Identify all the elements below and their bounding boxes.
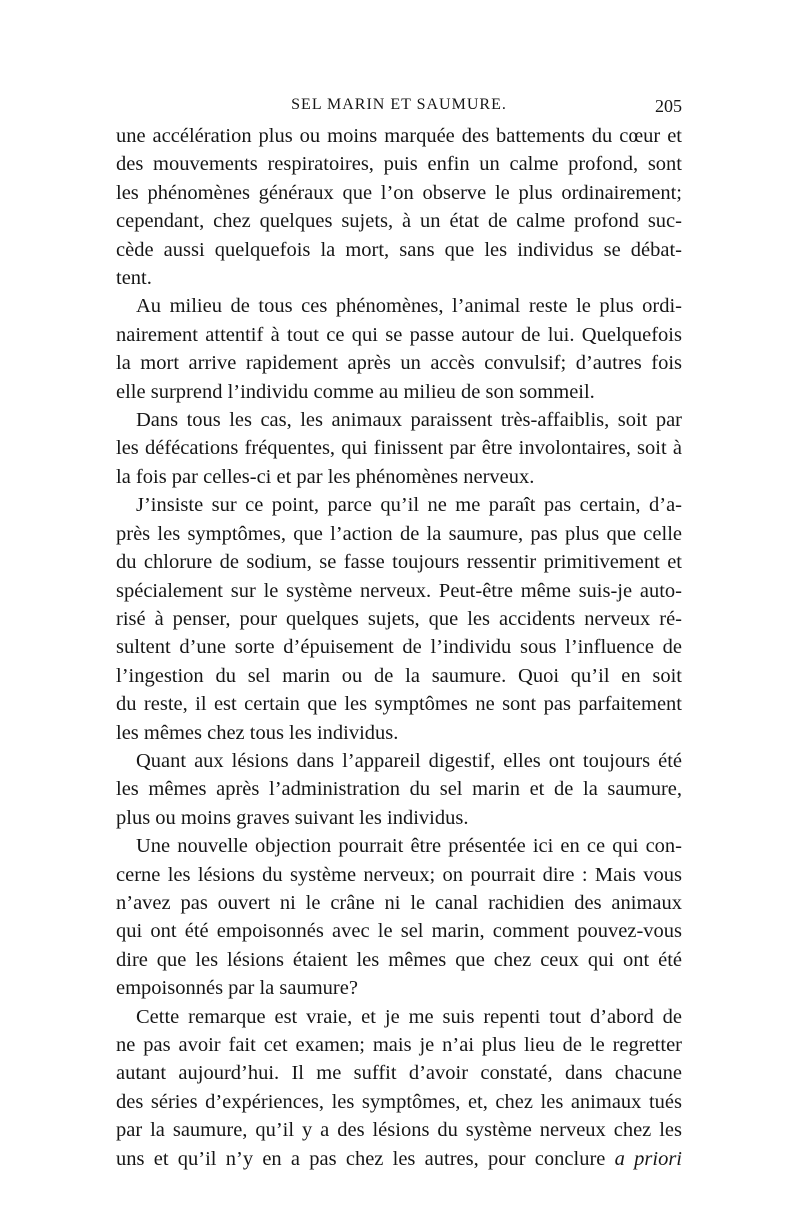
text-line: la fois par celles-ci et par les phénomènes nerveux. [116, 465, 535, 488]
text-line: dire que les lésions étaient les mêmes que chez ceux qui ont été [116, 948, 682, 971]
paragraph [116, 747, 682, 832]
text-line: Cette remarque est vraie, et je me suis repenti tout d’abord de [136, 1005, 682, 1028]
text-line: empoisonnés par la saumure? [116, 977, 358, 1000]
paragraph [116, 832, 682, 1002]
text-line: cerne les lésions du système nerveux; on pourrait dire : Mais vous [116, 863, 682, 886]
text-line: les phénomènes généraux que l’on observe le plus ordinairement; [116, 181, 682, 204]
text-line: plus ou moins graves suivant les individus. [116, 806, 469, 829]
text-line: uns et qu’il n’y en a pas chez les autres, pour conclure a priori [116, 1147, 682, 1170]
italic-phrase: a priori [614, 1147, 682, 1170]
text-line: Dans tous les cas, les animaux paraissent très-affaiblis, soit par [136, 409, 682, 432]
text-line: près les symptômes, que l’action de la saumure, pas plus que celle [116, 522, 682, 545]
text-line: ne pas avoir fait cet examen; mais je n’ai plus lieu de le regretter [116, 1034, 682, 1056]
text-line: l’ingestion du sel marin ou de la saumure. Quoi qu’il en soit [116, 664, 682, 687]
text-line: spécialement sur le système nerveux. Peut-être même suis-je auto- [116, 579, 682, 602]
page-number: 205 [655, 96, 682, 116]
text-line: Au milieu de tous ces phénomènes, l’animal reste le plus ordi- [136, 295, 682, 318]
running-head [116, 96, 682, 122]
text-line: n’avez pas ouvert ni le crâne ni le canal rachidien des animaux [116, 891, 682, 914]
running-title: SEL MARIN ET SAUMURE. [291, 96, 507, 113]
text-line: qui ont été empoisonnés avec le sel marin, comment pouvez-vous [116, 920, 682, 943]
text-line: sultent d’une sorte d’épuisement de l’individu sous l’influence de [116, 636, 682, 659]
text-line: des séries d’expériences, les symptômes, et, chez les animaux tués [116, 1090, 682, 1113]
paragraph [116, 406, 682, 491]
text-line: J’insiste sur ce point, parce qu’il ne me paraît pas certain, d’a- [136, 494, 682, 517]
paragraph [116, 491, 682, 747]
text-line: nairement attentif à tout ce qui se passe autour de lui. Quelquefois [116, 323, 682, 346]
text-line: tent. [116, 267, 152, 290]
text-line: Quant aux lésions dans l’appareil digestif, elles ont toujours été [136, 749, 682, 772]
text-line: les mêmes après l’administration du sel marin et de la saumure, [116, 778, 682, 801]
text-line: autant aujourd’hui. Il me suffit d’avoir constaté, dans chacune [116, 1062, 682, 1085]
text-line: risé à penser, pour quelques sujets, que les accidents nerveux ré- [116, 607, 682, 630]
text-line: la mort arrive rapidement après un accès convulsif; d’autres fois [116, 352, 682, 375]
text-line: Une nouvelle objection pourrait être présentée ici en ce qui con- [136, 835, 682, 858]
text-line: des mouvements respiratoires, puis enfin un calme profond, sont [116, 153, 682, 176]
text-line: cède aussi quelquefois la mort, sans que les individus se débat- [116, 238, 682, 261]
text-line: les mêmes chez tous les individus. [116, 721, 399, 744]
book-page [116, 96, 682, 1173]
text-line: une accélération plus ou moins marquée des battements du cœur et [116, 125, 682, 147]
text-line: du reste, il est certain que les symptômes ne sont pas parfaitement [116, 693, 682, 716]
text-line: du chlorure de sodium, se fasse toujours ressentir primitivement et [116, 551, 682, 574]
body-text [116, 122, 682, 1173]
text-line: cependant, chez quelques sujets, à un état de calme profond suc- [116, 210, 682, 233]
text-line: les défécations fréquentes, qui finissent par être involontaires, soit à [116, 437, 682, 460]
paragraph [116, 292, 682, 406]
paragraph [116, 1003, 682, 1173]
text-line: elle surprend l’individu comme au milieu de son sommeil. [116, 380, 595, 403]
paragraph [116, 122, 682, 292]
text-line: par la saumure, qu’il y a des lésions du système nerveux chez les [116, 1119, 682, 1142]
